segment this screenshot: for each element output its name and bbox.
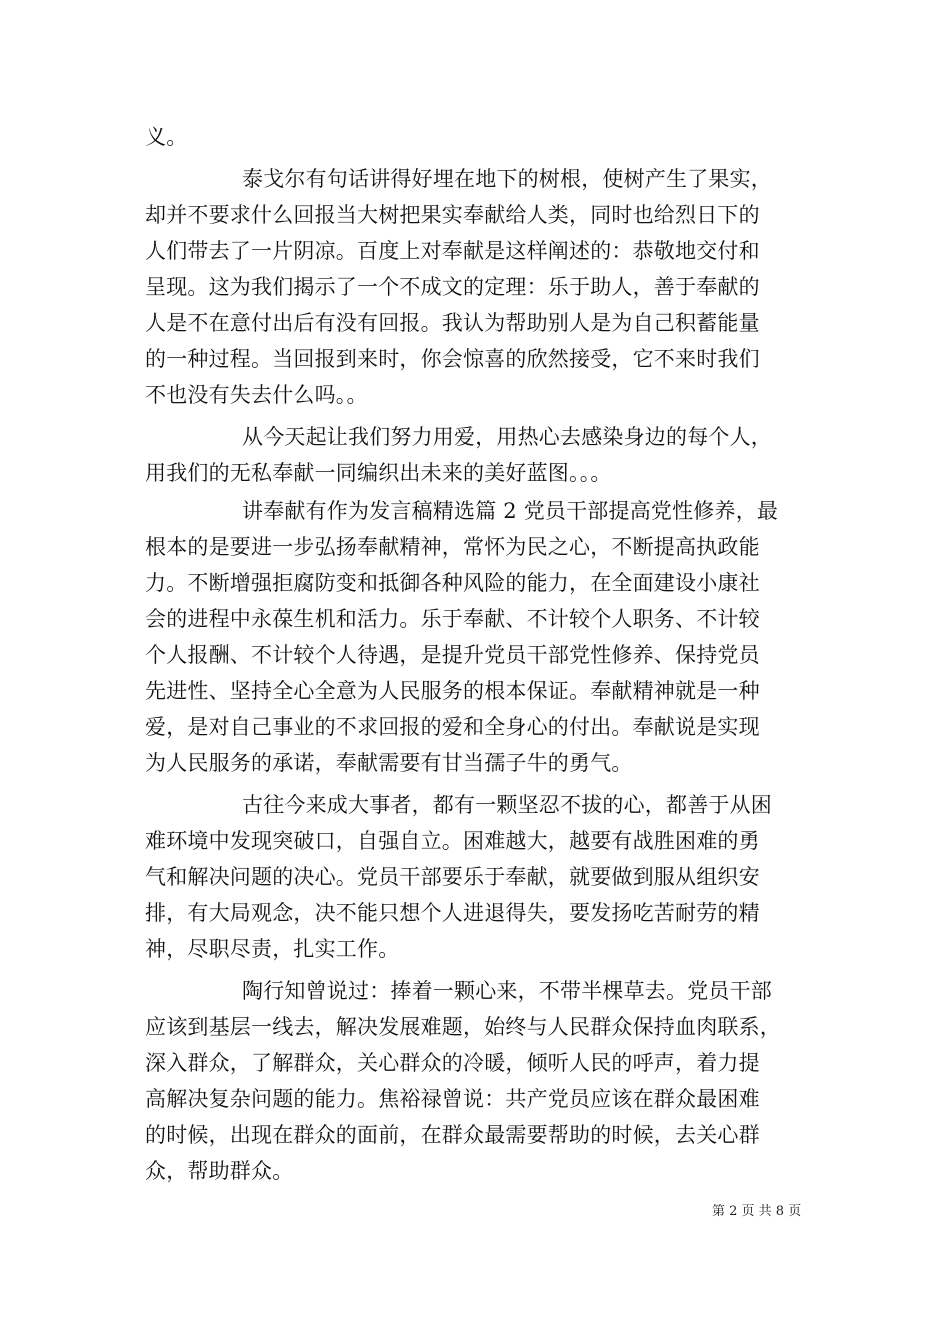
- text-line: 深入群众，了解群众，关心群众的冷暖，倾听人民的呼声，着力提: [145, 1051, 760, 1075]
- text-line: 呈现。这为我们揭示了一个不成文的定理：乐于助人，善于奉献的: [145, 275, 760, 299]
- text-line: 的一种过程。当回报到来时，你会惊喜的欣然接受，它不来时我们: [145, 347, 760, 371]
- text-line: 个人报酬、不计较个人待遇，是提升党员干部党性修养、保持党员: [145, 643, 760, 667]
- text-line: 陶行知曾说过：捧着一颗心来，不带半棵草去。党员干部: [242, 979, 772, 1003]
- text-line: 的时候，出现在群众的面前，在群众最需要帮助的时候，去关心群: [145, 1123, 760, 1147]
- page-number-footer: 第 2 页 共 8 页: [712, 1204, 802, 1219]
- text-line: 爱，是对自己事业的不求回报的爱和全身心的付出。奉献说是实现: [145, 715, 760, 739]
- text-line: 人是不在意付出后有没有回报。我认为帮助别人是为自己积蓄能量: [145, 311, 760, 335]
- text-line: 先进性、坚持全心全意为人民服务的根本保证。奉献精神就是一种: [145, 679, 760, 703]
- text-line: 根本的是要进一步弘扬奉献精神，常怀为民之心，不断提高执政能: [145, 535, 760, 559]
- text-line: 却并不要求什么回报当大树把果实奉献给人类，同时也给烈日下的: [145, 203, 760, 227]
- text-line: 为人民服务的承诺，奉献需要有甘当孺子牛的勇气。: [145, 751, 633, 775]
- text-line: 从今天起让我们努力用爱，用热心去感染身边的每个人，: [242, 425, 772, 449]
- text-line: 人们带去了一片阴凉。百度上对奉献是这样阐述的：恭敬地交付和: [145, 239, 760, 263]
- text-line: 神，尽职尽责，扎实工作。: [145, 937, 400, 961]
- text-line: 不也没有失去什么吗。。: [145, 383, 368, 407]
- text-line: 会的进程中永葆生机和活力。乐于奉献、不计较个人职务、不计较: [145, 607, 760, 631]
- text-line: 应该到基层一线去，解决发展难题，始终与人民群众保持血肉联系，: [145, 1015, 781, 1039]
- text-line: 古往今来成大事者，都有一颗坚忍不拔的心，都善于从困: [242, 793, 772, 817]
- text-line: 讲奉献有作为发言稿精选篇 2 党员干部提高党性修养，最: [242, 499, 779, 523]
- text-line: 力。不断增强拒腐防变和抵御各种风险的能力，在全面建设小康社: [145, 571, 760, 595]
- text-line: 难环境中发现突破口，自强自立。困难越大，越要有战胜困难的勇: [145, 829, 760, 853]
- text-line: 高解决复杂问题的能力。焦裕禄曾说：共产党员应该在群众最困难: [145, 1087, 760, 1111]
- text-line: 义。: [145, 125, 188, 149]
- text-line: 众，帮助群众。: [145, 1159, 294, 1183]
- text-line: 排，有大局观念，决不能只想个人进退得失，要发扬吃苦耐劳的精: [145, 901, 760, 925]
- text-line: 气和解决问题的决心。党员干部要乐于奉献，就要做到服从组织安: [145, 865, 760, 889]
- text-line: 用我们的无私奉献一同编织出未来的美好蓝图。。。: [145, 461, 612, 485]
- text-line: 泰戈尔有句话讲得好埋在地下的树根，使树产生了果实，: [242, 167, 772, 191]
